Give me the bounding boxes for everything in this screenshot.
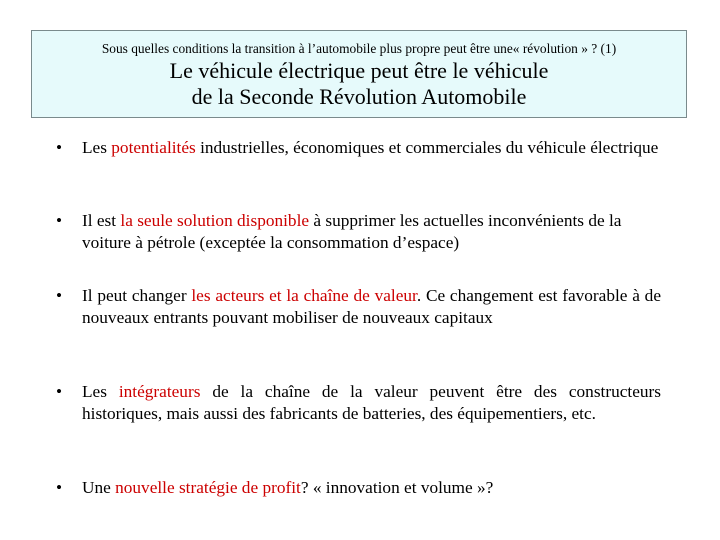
bullet-highlight: intégrateurs	[118, 382, 201, 401]
bullet-highlight: nouvelle stratégie de profit	[115, 478, 301, 497]
bullet-dot-icon: •	[56, 382, 63, 401]
bullet-highlight: potentialités	[111, 138, 196, 157]
bullet-text	[82, 285, 661, 329]
bullet-highlight: la seule solution disponible	[120, 211, 310, 230]
slide-subtitle: Sous quelles conditions la transition à l’automobile plus propre peut être une« révolution » ? (1)	[101, 41, 617, 56]
bullet-text-plain: industrielles, économiques et commerciales du véhicule électrique	[195, 138, 659, 157]
bullet-text-plain: de la chaîne de la valeur peuvent être des constructeurs historiques, mais aussi des fabricants de batteries, des équipementiers, etc.	[82, 382, 662, 423]
bullet-text	[82, 477, 661, 499]
bullet-text-plain: à supprimer les actuelles inconvénients de la voiture à pétrole (exceptée la consommation d’espace)	[82, 211, 622, 252]
bullet-text	[82, 210, 661, 254]
bullet-dot-icon: •	[56, 211, 63, 230]
bullet-dot-icon: •	[56, 286, 63, 305]
bullet-dot-icon: •	[56, 138, 63, 157]
bullet-dot-icon: •	[56, 478, 63, 497]
bullet-text-plain: . Ce changement est favorable à de nouveaux entrants pouvant mobiliser de nouveaux capitaux	[82, 286, 661, 327]
bullet-text-plain: ? « innovation et volume »?	[300, 478, 494, 497]
slide-title	[32, 58, 686, 110]
bullet-text-plain: Les	[82, 138, 112, 157]
bullet-text-plain: Il est	[82, 211, 121, 230]
bullet-text-plain: Les	[82, 382, 119, 401]
slide-title-line-2: de la Seconde Révolution Automobile	[191, 84, 527, 109]
bullet-text-plain: Il peut changer	[82, 286, 192, 305]
bullet-highlight: les acteurs et la chaîne de valeur	[191, 286, 417, 305]
bullet-text-plain: Une	[82, 478, 116, 497]
slide-title-line-1: Le véhicule électrique peut être le véhicule	[169, 58, 549, 83]
title-box	[31, 30, 687, 118]
bullet-text	[82, 137, 661, 159]
bullet-text	[82, 381, 661, 425]
